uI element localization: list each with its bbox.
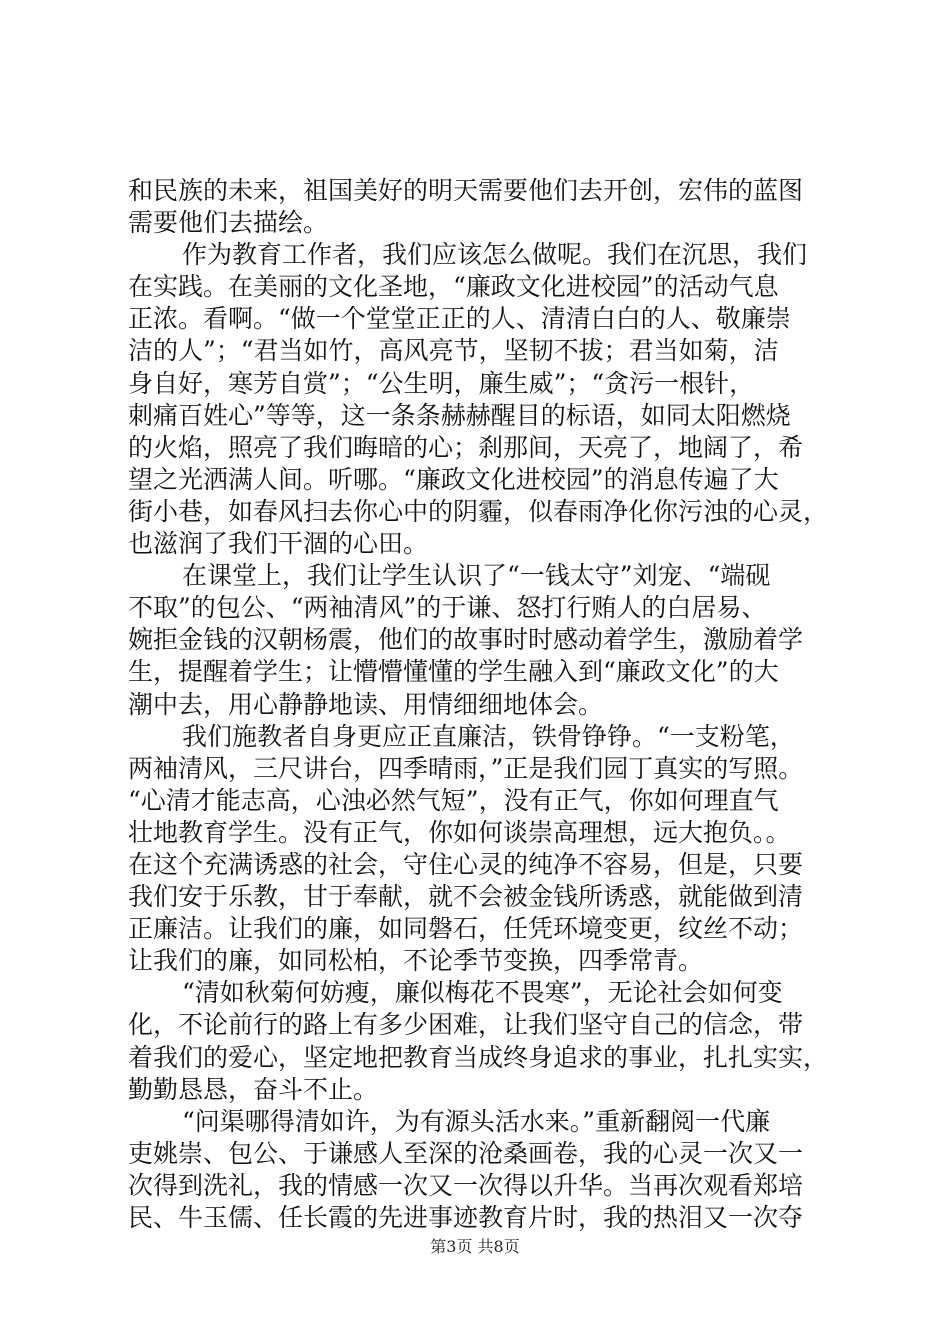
paragraph-start-line: 在课堂上，我们让学生认识了“一钱太守”刘宠、“端砚	[182, 561, 771, 591]
paragraph-start-line: 我们施教者自身更应正直廉洁，铁骨铮铮。“一支粉笔，	[182, 721, 795, 751]
text-line: 刺痛百姓心”等等，这一条条赫赫醒目的标语，如同太阳燃烧	[128, 400, 791, 430]
text-line: 身自好，寒芳自赏”；“公生明，廉生威”；“贪污一根针，	[128, 368, 755, 398]
text-line: 街小巷，如春风扫去你心中的阴霾，似春雨净化你污浊的心灵，	[128, 496, 829, 526]
text-line: 化，不论前行的路上有多少困难，让我们坚守自己的信念，带	[128, 1010, 804, 1040]
text-line: 需要他们去描绘。	[128, 208, 329, 238]
page-number-label: 第3页 共8页	[430, 1237, 520, 1256]
text-line: 在实践。在美丽的文化圣地，“廉政文化进校园”的活动气息	[128, 272, 779, 302]
text-line: 两袖清风，三尺讲台，四季晴雨，”正是我们园丁真实的写照。	[128, 753, 804, 783]
text-line: “心清才能志高，心浊必然气短”，没有正气，你如何理直气	[128, 785, 779, 815]
text-line: 次得到洗礼，我的情感一次又一次得以升华。当再次观看郑培	[128, 1170, 804, 1200]
text-line: 壮地教育学生。没有正气，你如何谈崇高理想，远大抱负。。	[128, 817, 791, 847]
text-line: 潮中去，用心静静地读、用情细细地体会。	[128, 689, 604, 719]
paragraph-start-line: 作为教育工作者，我们应该怎么做呢。我们在沉思，我们	[182, 240, 808, 270]
text-line: 着我们的爱心，坚定地把教育当成终身追求的事业，扎扎实实，	[128, 1042, 829, 1072]
text-line: 正浓。看啊。“做一个堂堂正正的人、清清白白的人、敬廉崇	[128, 304, 791, 334]
text-line: 勤勤恳恳，奋斗不止。	[128, 1074, 379, 1104]
page-footer	[0, 1234, 950, 1257]
text-line: 望之光洒满人间。听哪。“廉政文化进校园”的消息传遍了大	[128, 464, 779, 494]
text-line: 吏姚崇、包公、于谦感人至深的沧桑画卷，我的心灵一次又一	[128, 1138, 804, 1168]
paragraph-start-line: “清如秋菊何妨瘦，廉似梅花不畏寒”，无论社会如何变	[182, 978, 783, 1008]
body-text	[128, 175, 838, 1234]
text-line: 婉拒金钱的汉朝杨震，他们的故事时时感动着学生，激励着学	[128, 625, 804, 655]
text-line: 不取”的包公、“两袖清风”的于谦、怒打行贿人的白居易、	[128, 593, 767, 623]
text-line: 让我们的廉，如同松柏，不论季节变换，四季常青。	[128, 946, 704, 976]
paragraph-start-line: “问渠哪得清如许，为有源头活水来。”重新翻阅一代廉	[182, 1106, 771, 1136]
text-line: 生，提醒着学生；让懵懵懂懂的学生融入到“廉政文化”的大	[128, 657, 779, 687]
text-line: 正廉洁。让我们的廉，如同磐石，任凭环境变更，纹丝不动；	[128, 914, 804, 944]
text-line: 的火焰，照亮了我们晦暗的心；刹那间，天亮了，地阔了，希	[128, 432, 804, 462]
text-line: 在这个充满诱惑的社会，守住心灵的纯净不容易，但是，只要	[128, 849, 804, 879]
text-line: 和民族的未来，祖国美好的明天需要他们去开创，宏伟的蓝图	[128, 176, 804, 205]
text-line: 民、牛玉儒、任长霞的先进事迹教育片时，我的热泪又一次夺	[128, 1203, 804, 1232]
text-line: 我们安于乐教，甘于奉献，就不会被金钱所诱惑，就能做到清	[128, 882, 804, 912]
text-line: 也滋润了我们干涸的心田。	[128, 529, 429, 559]
text-line: 洁的人”；“君当如竹，高风亮节，坚韧不拔；君当如菊，洁	[128, 336, 779, 366]
